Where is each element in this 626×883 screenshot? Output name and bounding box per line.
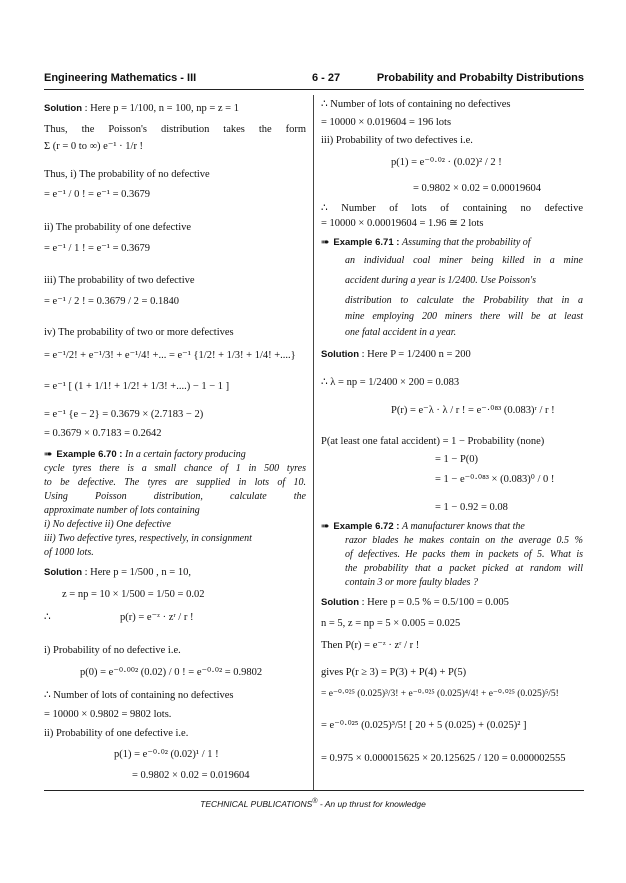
part-i-heading: Thus, i) The probability of no defective [44, 169, 210, 180]
no-defective-heading: i) Probability of no defective i.e. [44, 645, 181, 656]
example-6-72: ➠ Example 6.72 : A manufacturer knows that the [321, 521, 525, 532]
one-defective-heading: ii) Probability of one defective i.e. [44, 728, 189, 739]
poisson-sum: Σ (r = 0 to ∞) e⁻¹ · 1/r ! [44, 141, 144, 152]
p1-value: = 0.9802 × 0.02 = 0.019604 [132, 770, 250, 781]
lots-no-defective: ∴ Number of lots of containing no defectives [44, 690, 234, 701]
part-i-equation: = e⁻¹ / 0 ! = e⁻¹ = 0.3679 [44, 189, 151, 200]
part-iv-heading: iv) The probability of two or more defectives [44, 327, 234, 338]
solution-1: Solution : Here p = 1/100, n = 100, np = z = 1 [44, 103, 239, 114]
lambda-equation: ∴ λ = np = 1/2400 × 200 = 0.083 [321, 377, 460, 388]
publisher-name: TECHNICAL PUBLICATIONS [200, 798, 313, 809]
solution-3: Solution : Here P = 1/2400 n = 200 [321, 349, 471, 360]
part-ii-heading: ii) The probability of one defective [44, 222, 192, 233]
two-defectives-heading: iii) Probability of two defectives i.e. [321, 135, 473, 146]
header-rule [44, 89, 584, 90]
example-6-71: ➠ Example 6.71 : Assuming that the probability of [321, 237, 531, 248]
gives-step-1: = e⁻⁰·⁰²⁵ (0.025)³/3! + e⁻⁰·⁰²⁵ (0.025)⁴/4! + e⁻⁰·⁰²⁵ (0.025)⁵/5! [321, 689, 559, 699]
chapter-title: Probability and Probabilty Distributions [376, 72, 584, 84]
lots-two-defective: ∴ Number of lots of containing no defective [321, 203, 583, 214]
solution-4: Solution : Here p = 0.5 % = 0.5/100 = 0.005 [321, 597, 509, 608]
page-footer [0, 797, 626, 809]
at-least-step-1: = 1 − P(0) [435, 454, 479, 465]
arrow-icon: ➠ [44, 449, 53, 460]
footer-rule [44, 790, 584, 791]
solution-2: Solution : Here p = 1/500 , n = 10, [44, 567, 191, 578]
z-equation: z = np = 10 × 1/500 = 1/50 = 0.02 [62, 589, 205, 600]
n-z-values: n = 5, z = np = 5 × 0.005 = 0.025 [321, 618, 461, 629]
part-iii-heading: iii) The probability of two defective [44, 275, 195, 286]
p2-value: = 0.9802 × 0.02 = 0.00019604 [413, 183, 542, 194]
arrow-icon: ➠ [321, 521, 330, 532]
then-equation: Then P(r) = e⁻ᶻ · zʳ / r ! [321, 640, 420, 651]
at-least-step-2: = 1 − e⁻⁰·⁰⁸³ × (0.083)⁰ / 0 ! [435, 474, 555, 485]
column-divider [313, 95, 314, 790]
part-iv-equation-1: = e⁻¹/2! + e⁻¹/3! + e⁻¹/4! +... = e⁻¹ {1/2! + 1/3! + 1/4! +....} [44, 350, 296, 361]
therefore-symbol: ∴ [44, 612, 51, 623]
registered-mark: ® [312, 797, 318, 805]
at-least-step-3: = 1 − 0.92 = 0.08 [435, 502, 508, 513]
lots-no-defective-result: = 10000 × 0.9802 = 9802 lots. [44, 709, 172, 720]
arrow-icon: ➠ [321, 237, 330, 248]
part-ii-equation: = e⁻¹ / 1 ! = e⁻¹ = 0.3679 [44, 243, 151, 254]
lots-one-defective: ∴ Number of lots of containing no defectives [321, 99, 511, 110]
pr-equation: p(r) = e⁻ᶻ · zʳ / r ! [120, 612, 194, 623]
page-header [44, 72, 584, 88]
pr2-equation: P(r) = e⁻λ · λ / r ! = e⁻·⁰⁸³ (0.083)ʳ / r ! [391, 405, 555, 416]
poisson-intro: Thus, the Poisson's distribution takes the form [44, 124, 306, 135]
p0-equation: p(0) = e⁻⁰·⁰⁰² (0.02) / 0 ! = e⁻⁰·⁰² = 0.9802 [80, 667, 263, 678]
gives-step-3: = 0.975 × 0.000015625 × 20.125625 / 120 = 0.000002555 [321, 753, 566, 764]
example-6-70: ➠ Example 6.70 : In a certain factory producing [44, 449, 246, 460]
p2-equation: p(1) = e⁻⁰·⁰² · (0.02)² / 2 ! [391, 157, 502, 168]
publisher-tagline: - An up thrust for knowledge [317, 798, 426, 809]
gives-step-2: = e⁻⁰·⁰²⁵ (0.025)³/5! [ 20 + 5 (0.025) + (0.025)² ] [321, 720, 527, 731]
part-iv-equation-4: = 0.3679 × 0.7183 = 0.2642 [44, 428, 162, 439]
book-page: Engineering Mathematics - III 6 - 27 Probability and Probabilty Distributions Solution : Here p = 1/100, n = 100, np = z = 1 Thus, the Poisson's distribution takes the form Σ (r = 0 to ∞) e⁻¹ · 1/r ! Thus, i) The probability of no defective = e⁻¹ / 0 ! = e⁻¹ = 0.3679 ii) The probability of one defective = e⁻¹ / 1 ! = e⁻¹ = 0.3679 iii) The probability of two defective = e⁻¹ / 2 ! = 0.3679 / 2 = 0.1840 iv) The probability of two or more defectives = e⁻¹/2! + e⁻¹/3! + e⁻¹/4! +... = e⁻¹ {1/2! + 1/3! + 1/4! +....} = e⁻¹ [ (1 + 1/1! + 1/2! + 1/3! +....) − 1 − 1 ] = e⁻¹ {e − 2} = 0.3679 × (2.7183 − 2) = 0.3679 × 0.7183 = 0.2642 ➠ Example 6.70 : In a certain factory producing cycle tyres there is a small chance of 1 in 500 tyres to be defective. The tyres are supplied in lots of 10. Using Poisson distribution, calculate the approximate number of lots containing i) No defective ii) One defective iii) Two defective tyres, respectively, in consignment of 1000 lots. Solution : Here p = 1/500 , n = 10, z = np = 10 × 1/500 = 1/50 = 0.02 ∴ p(r) = e⁻ᶻ · zʳ / r ! i) Probability of no defective i.e. p(0) = e⁻⁰·⁰⁰² (0.02) / 0 ! = e⁻⁰·⁰² = 0.9802 ∴ Number of lots of containing no defectives = 10000 × 0.9802 = 9802 lots. ii) Probability of one defective i.e. p(1) = e⁻⁰·⁰² (0.02)¹ / 1 ! = 0.9802 × 0.02 = 0.019604 ∴ Number of lots of containing no defectives = 10000 × 0.019604 = 196 lots iii) Probability of two defectives i.e. p(1) = e⁻⁰·⁰² · (0.02)² / 2 ! = 0.9802 × 0.02 = 0.00019604 ∴ Number of lots of containing no defective = 10000 × 0.00019604 = 1.96 ≅ 2 lots ➠ Example 6.71 : Assuming that the probability of an individual coal miner being killed in a mine accident during a year is 1/2400. Use Poisson's distribution to calculate the Probability that in a mine employing 200 miners there will be at least one fatal accident in a year. Solution : Here P = 1/2400 n = 200 ∴ λ = np = 1/2400 × 200 = 0.083 P(r) = e⁻λ · λ / r ! = e⁻·⁰⁸³ (0.083)ʳ / r ! P(at least one fatal accident) = 1 − Probability (none) = 1 − P(0) = 1 − e⁻⁰·⁰⁸³ × (0.083)⁰ / 0 ! = 1 − 0.92 = 0.08 ➠ Example 6.72 : A manufacturer knows that the razor blades he makes contain on the average 0.5 % of defectives. He packs them in packets of 5. What is the probability that a packet picked at random will contain 3 or more faulty blades ? Solution : Here p = 0.5 % = 0.5/100 = 0.005 n = 5, z = np = 5 × 0.005 = 0.025 Then P(r) = e⁻ᶻ · zʳ / r ! gives P(r ≥ 3) = P(3) + P(4) + P(5) = e⁻⁰·⁰²⁵ (0.025)³/3! + e⁻⁰·⁰²⁵ (0.025)⁴/4! + e⁻⁰·⁰²⁵ (0.025)⁵/5! = e⁻⁰·⁰²⁵ (0.025)³/5! [ 20 + 5 (0.025) + (0.025)² ] = 0.975 × 0.000015625 × 20.125625 / 120 = 0.000002555 TECHNICAL PUBLICATIONS® - An up thrust for knowledge [0, 0, 626, 883]
lots-two-defective-result: = 10000 × 0.00019604 = 1.96 ≅ 2 lots [321, 218, 484, 229]
lots-one-defective-result: = 10000 × 0.019604 = 196 lots [321, 117, 452, 128]
page-number: 6 - 27 [312, 72, 341, 84]
part-iv-equation-2: = e⁻¹ [ (1 + 1/1! + 1/2! + 1/3! +....) − 1 − 1 ] [44, 381, 230, 392]
book-title: Engineering Mathematics - III [44, 72, 197, 84]
p1-equation: p(1) = e⁻⁰·⁰² (0.02)¹ / 1 ! [114, 749, 219, 760]
gives-equation: gives P(r ≥ 3) = P(3) + P(4) + P(5) [321, 667, 467, 678]
at-least-one-accident: P(at least one fatal accident) = 1 − Probability (none) [321, 436, 545, 447]
part-iv-equation-3: = e⁻¹ {e − 2} = 0.3679 × (2.7183 − 2) [44, 409, 204, 420]
part-iii-equation: = e⁻¹ / 2 ! = 0.3679 / 2 = 0.1840 [44, 296, 179, 307]
